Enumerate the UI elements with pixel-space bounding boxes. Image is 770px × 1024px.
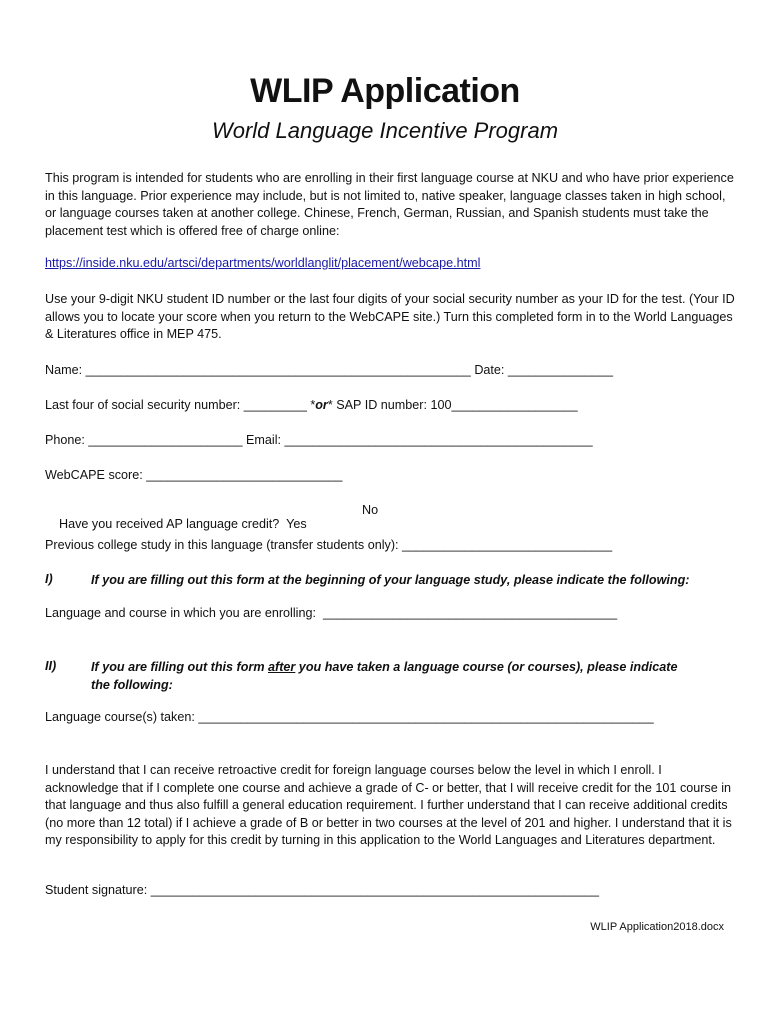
acknowledgment-paragraph: I understand that I can receive retroactive credit for foreign language courses below the level in which I enroll. I acknowledge that if I complete one course and achieve a grade of C- or better, that I will receive credit for the 101 course in that language and thus also fulfill a general education requirement. I further understand that I can receive additional credits (no more than 12 total) if I achieve a grade of B or better in two courses at the level of 201 and higher. I understand that it is my responsibility to apply for this credit by turning in this application to the World Languages and Literatures department. xyxy=(45,763,732,847)
id-instructions-paragraph: Use your 9-digit NKU student ID number or the last four digits of your social security number as your ID for the test. (Your ID allows you to locate your score when you return to the WebCAPE site.) Turn this completed form in to the World Languages & Literatures office in MEP 475. xyxy=(45,292,735,341)
ssn-label: Last four of social security number: _________ * xyxy=(45,398,316,412)
section-two-text-end: you have taken a language course (or courses), please indicate the following: xyxy=(91,660,678,692)
previous-study-field[interactable]: Previous college study in this language (transfer students only): ______________________________ xyxy=(45,538,613,552)
page-subtitle: World Language Incentive Program xyxy=(211,118,559,143)
sap-label: * SAP ID number: 100__________________ xyxy=(327,398,578,412)
section-two-text xyxy=(91,659,691,694)
phone-email-field[interactable]: Phone: ______________________ Email: ____________________________________________ xyxy=(45,433,593,447)
section-two-number: II) xyxy=(45,659,57,673)
signature-field[interactable]: Student signature: ________________________________________________________________ xyxy=(45,883,599,897)
intro-paragraph: This program is intended for students who are enrolling in their first language course at NKU and who have prior experience in this language. Prior experience may include, but is not limited to, native speaker, language classes taken in high school, or language courses taken at another college. Chinese, French, German, Russian, and Spanish students must take the placement test which is offered free of charge online: xyxy=(45,171,734,238)
section-one-number: I) xyxy=(45,572,53,586)
courses-taken-field[interactable]: Language course(s) taken: _________________________________________________________________ xyxy=(45,710,654,724)
after-emphasis: after xyxy=(268,660,296,674)
enrolling-course-field[interactable]: Language and course in which you are enrolling: __________________________________________ xyxy=(45,606,618,620)
name-date-field[interactable]: Name: _______________________________________________________ Date: _______________ xyxy=(45,363,613,377)
ssn-sap-field[interactable] xyxy=(45,398,578,412)
footer-filename: WLIP Application2018.docx xyxy=(590,921,724,933)
ap-no-option[interactable]: No xyxy=(362,503,379,517)
webcape-link[interactable]: https://inside.nku.edu/artsci/departments/worldlanglit/placement/webcape.html xyxy=(45,256,481,270)
or-emphasis: or xyxy=(315,398,328,412)
section-two-text-start: If you are filling out this form xyxy=(91,660,269,674)
section-one-text: If you are filling out this form at the beginning of your language study, please indicate the following: xyxy=(91,573,690,587)
page-title: WLIP Application xyxy=(250,72,520,110)
ap-yes-option[interactable]: Have you received AP language credit? Yes xyxy=(59,517,307,531)
webcape-score-field[interactable]: WebCAPE score: ____________________________ xyxy=(45,468,343,482)
